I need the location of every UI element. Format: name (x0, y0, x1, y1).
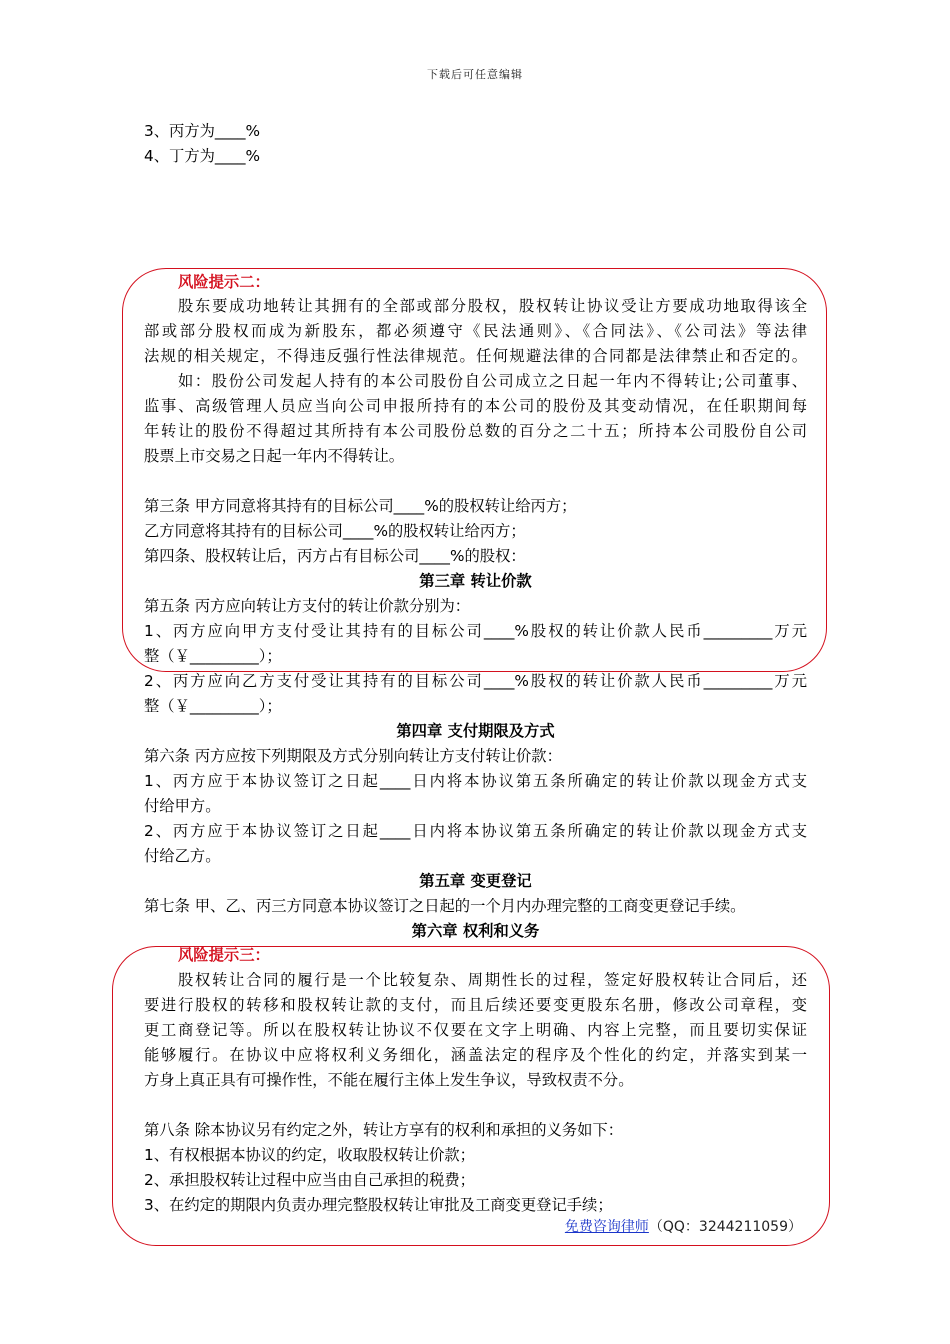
article-5-line: 2、丙方应向乙方支付受让其持有的目标公司____%股权的转让价款人民币_________万元 (144, 672, 807, 690)
risk-title-2: 风险提示二： (178, 273, 270, 291)
risk2-p2-line: 如：股份公司发起人持有的本公司股份自公司成立之日起一年内不得转让;公司董事、 (178, 372, 807, 390)
article-6-line: 2、丙方应于本协议签订之日起____日内将本协议第五条所确定的转让价款以现金方式支 (144, 822, 807, 840)
risk2-p2-line: 股票上市交易之日起一年内不得转让。 (144, 447, 405, 465)
article-3-line: 第三条 甲方同意将其持有的目标公司____%的股权转让给丙方； (144, 497, 577, 515)
risk3-p1-line: 能够履行。在协议中应将权利义务细化，涵盖法定的程序及个性化的约定，并落实到某一 (144, 1046, 807, 1064)
article-6-line: 付给甲方。 (144, 797, 221, 815)
article-5-line: 1、丙方应向甲方支付受让其持有的目标公司____%股权的转让价款人民币_________万元 (144, 622, 807, 640)
article-8-line: 1、有权根据本协议的约定，收取股权转让价款； (144, 1146, 475, 1164)
article-6-line: 第六条 丙方应按下列期限及方式分别向转让方支付转让价款： (144, 747, 562, 765)
risk3-p1-line: 要进行股权的转移和股权转让款的支付，而且后续还要变更股东名册，修改公司章程，变 (144, 996, 807, 1014)
risk2-p2-line: 年转让的股份不得超过其所持有本公司股份总数的百分之二十五；所持本公司股份自公司 (144, 422, 807, 440)
risk-title-3: 风险提示三： (178, 946, 270, 964)
chapter-3-heading: 第三章 转让价款 (419, 572, 532, 590)
page-header: 下载后可任意编辑 (427, 68, 523, 81)
article-5-line: 整（￥_________）； (144, 647, 282, 665)
qq-number: （QQ：3244211059） (648, 1219, 802, 1235)
text-line: 4、丁方为____% (144, 147, 261, 165)
article-7-line: 第七条 甲、乙、丙三方同意本协议签订之日起的一个月内办理完整的工商变更登记手续。 (144, 897, 746, 915)
text-line: 3、丙方为____% (144, 122, 261, 140)
article-8-line: 第八条 除本协议另有约定之外，转让方享有的权利和承担的义务如下： (144, 1121, 624, 1139)
article-3-line: 乙方同意将其持有的目标公司____%的股权转让给丙方； (144, 522, 526, 540)
chapter-6-heading: 第六章 权利和义务 (411, 922, 540, 940)
chapter-4-heading: 第四章 支付期限及方式 (396, 722, 555, 740)
article-6-line: 1、丙方应于本协议签订之日起____日内将本协议第五条所确定的转让价款以现金方式支 (144, 772, 807, 790)
risk2-p1-line: 部或部分股权而成为新股东，都必须遵守《民法通则》、《合同法》、《公司法》等法律 (144, 322, 807, 340)
article-8-line: 2、承担股权转让过程中应当由自己承担的税费； (144, 1171, 475, 1189)
chapter-5-heading: 第五章 变更登记 (419, 872, 532, 890)
risk3-p1-line: 更工商登记等。所以在股权转让协议不仅要在文字上明确、内容上完整，而且要切实保证 (144, 1021, 807, 1039)
free-consult-link[interactable]: 免费咨询律师 (564, 1219, 649, 1235)
article-5-line: 整（￥_________）； (144, 697, 282, 715)
risk2-p1-line: 法规的相关规定，不得违反强行性法律规范。任何规避法律的合同都是法律禁止和否定的。 (144, 347, 807, 365)
contact-line (565, 1216, 802, 1238)
risk3-p1-line: 股权转让合同的履行是一个比较复杂、周期性长的过程，签定好股权转让合同后，还 (178, 971, 807, 989)
article-5-line: 第五条 丙方应向转让方支付的转让价款分别为： (144, 597, 471, 615)
risk3-p1-line: 方身上真正具有可操作性，不能在履行主体上发生争议，导致权责不分。 (144, 1071, 634, 1089)
article-6-line: 付给乙方。 (144, 847, 221, 865)
article-8-line: 3、在约定的期限内负责办理完整股权转让审批及工商变更登记手续； (144, 1196, 613, 1214)
risk2-p2-line: 监事、高级管理人员应当向公司申报所持有的本公司的股份及其变动情况，在任职期间每 (144, 397, 807, 415)
article-4-line: 第四条、股权转让后，丙方占有目标公司____%的股权： (144, 547, 526, 565)
risk2-p1-line: 股东要成功地转让其拥有的全部或部分股权，股权转让协议受让方要成功地取得该全 (178, 297, 807, 315)
